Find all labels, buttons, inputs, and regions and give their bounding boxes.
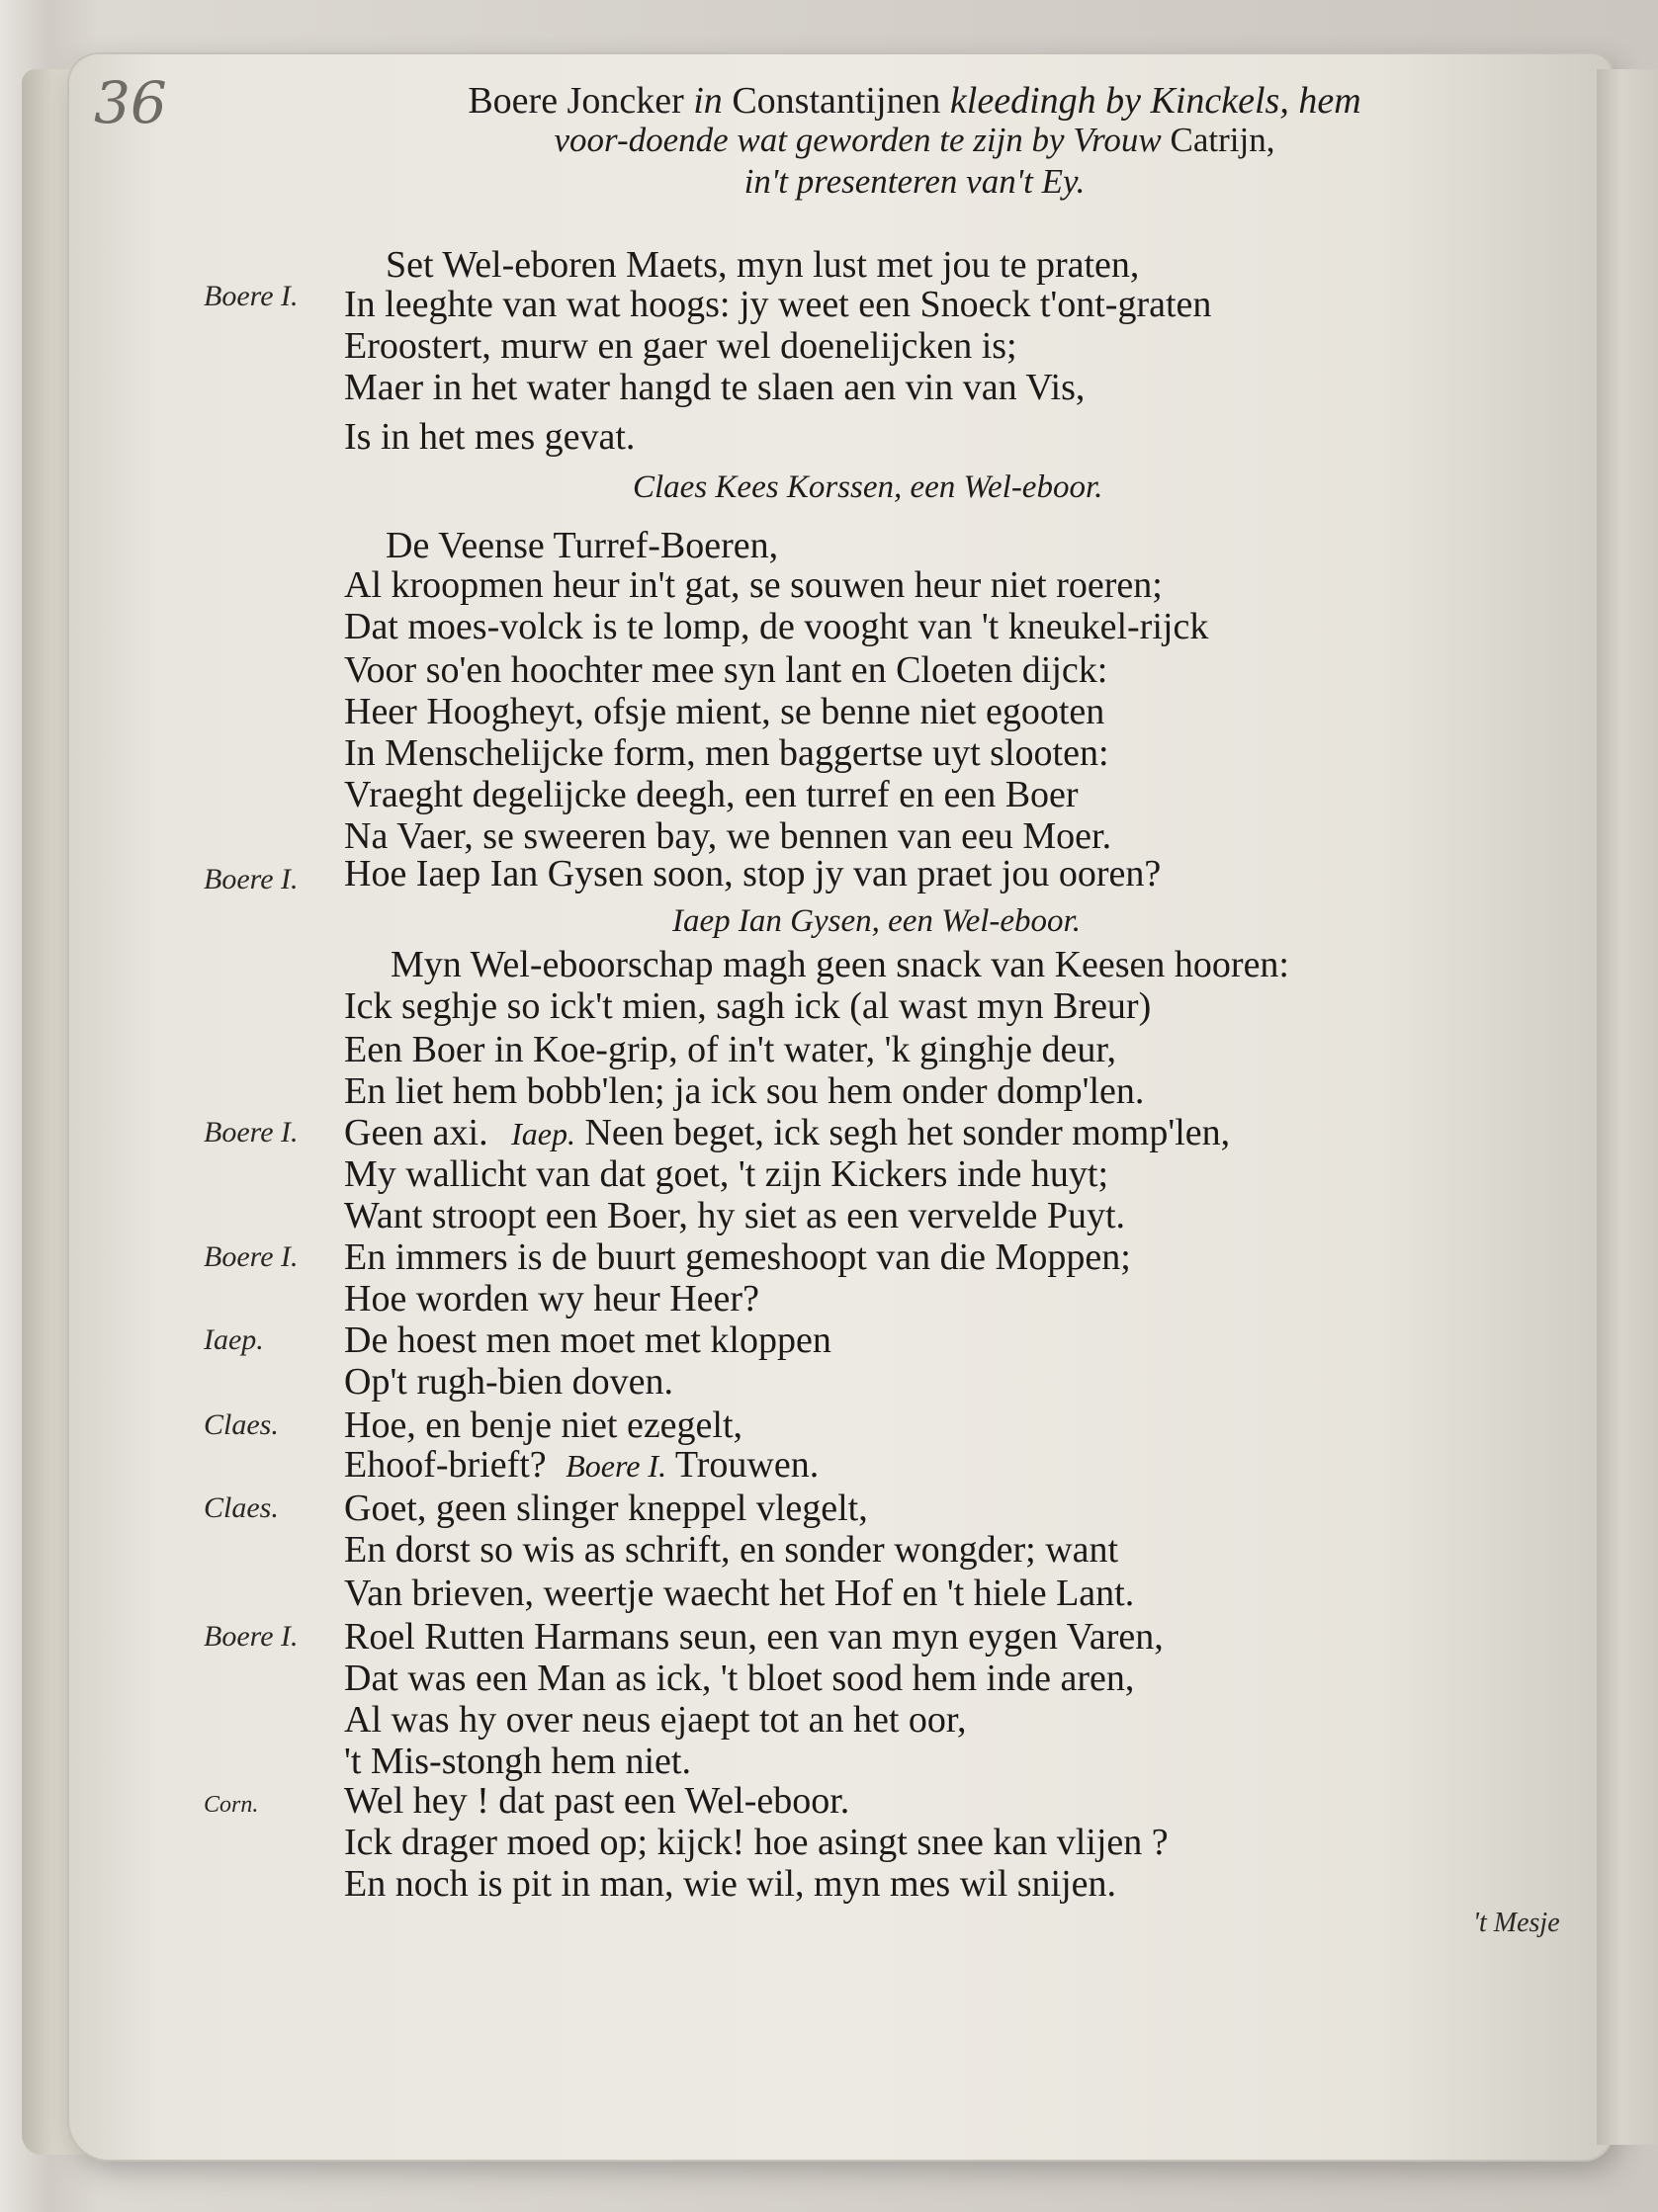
verse-line: Op't rugh-bien doven.	[344, 1361, 673, 1403]
speaker-label: Iaep.	[204, 1323, 264, 1356]
verse-line: Hoe Iaep Ian Gysen soon, stop jy van praet jou ooren?	[344, 853, 1162, 894]
heading-line-1: Boere Joncker in Constantijnen kleedingh by Kinckels, hem	[468, 80, 1361, 122]
verse-line: Roel Rutten Harmans seun, een van myn eygen Varen,	[344, 1616, 1164, 1658]
verse-line: In Menschelijcke form, men baggertse uyt slooten:	[344, 732, 1109, 774]
character-heading: Iaep Ian Gysen, een Wel-eboor.	[672, 903, 1081, 939]
verse-line: Want stroopt een Boer, hy siet as een vervelde Puyt.	[344, 1195, 1126, 1236]
speaker-label: Boere I.	[204, 280, 299, 312]
verse-line: Wel hey ! dat past een Wel-eboor.	[344, 1780, 850, 1822]
facing-page-edge	[1597, 69, 1658, 2145]
heading-line-2: voor-doende wat geworden te zijn by Vrouw Catrijn,	[554, 121, 1275, 159]
marginal-note: 't Mesje	[1473, 1908, 1560, 1938]
verse-line: En noch is pit in man, wie wil, myn mes wil snijen.	[344, 1863, 1117, 1905]
verse-line: Van brieven, weertje waecht het Hof en 't hiele Lant.	[344, 1573, 1135, 1614]
verse-line: Ick seghje so ick't mien, sagh ick (al wast myn Breur)	[344, 985, 1152, 1027]
verse-line: Goet, geen slinger kneppel vlegelt,	[344, 1488, 868, 1529]
verse-line: En dorst so wis as schrift, en sonder wongder; want	[344, 1529, 1119, 1571]
verse-line: Maer in het water hangd te slaen aen vin van Vis,	[344, 367, 1086, 408]
verse-line: Ick drager moed op; kijck! hoe asingt snee kan vlijen ?	[344, 1822, 1169, 1863]
verse-line: Voor so'en hoochter mee syn lant en Cloeten dijck:	[344, 649, 1108, 691]
speaker-label: Boere I.	[204, 1620, 299, 1653]
verse-line: Dat was een Man as ick, 't bloet sood hem inde aren,	[344, 1658, 1135, 1699]
verse-line: Hoe, en benje niet ezegelt,	[344, 1404, 743, 1446]
verse-line: Dat moes-volck is te lomp, de vooght van 't kneukel-rijck	[344, 606, 1209, 647]
verse-line: En immers is de buurt gemeshoopt van die Moppen;	[344, 1236, 1131, 1278]
verse-line: 't Mis-stongh hem niet.	[344, 1741, 691, 1782]
verse-line: My wallicht van dat goet, 't zijn Kickers inde huyt;	[344, 1153, 1109, 1195]
speaker-label: Boere I.	[204, 863, 299, 895]
speaker-label: Boere I.	[204, 1116, 299, 1149]
speaker-label: Claes.	[204, 1408, 279, 1441]
verse-line: In leeghte van wat hoogs: jy weet een Snoeck t'ont-graten	[344, 284, 1212, 325]
verse-line: Al kroopmen heur in't gat, se souwen heur niet roeren;	[344, 564, 1163, 606]
verse-line: En liet hem bobb'len; ja ick sou hem onder domp'len.	[344, 1070, 1145, 1112]
speaker-label: Claes.	[204, 1491, 279, 1524]
verse-line: Eroostert, murw en gaer wel doenelijcken is;	[344, 325, 1017, 367]
verse-line: Geen axi. Iaep. Neen beget, ick segh het sonder momp'len,	[344, 1112, 1231, 1153]
verse-line: Een Boer in Koe-grip, of in't water, 'k ginghje deur,	[344, 1029, 1116, 1070]
verse-line: Is in het mes gevat.	[344, 416, 636, 458]
verse-line: De hoest men moet met kloppen	[344, 1319, 831, 1361]
character-heading: Claes Kees Korssen, een Wel-eboor.	[633, 469, 1103, 505]
verse-line: De Veense Turref-Boeren,	[386, 525, 779, 566]
verse-line: Al was hy over neus ejaept tot an het oor,	[344, 1699, 967, 1741]
speaker-label: Boere I.	[204, 1240, 299, 1273]
verse-line: Vraeght degelijcke deegh, een turref en een Boer	[344, 774, 1079, 815]
page-number: 36	[94, 69, 167, 136]
heading-line-3: in't presenteren van't Ey.	[743, 162, 1086, 201]
verse-line: Hoe worden wy heur Heer?	[344, 1278, 759, 1319]
speaker-label: Corn.	[204, 1792, 259, 1818]
verse-line: Set Wel-eboren Maets, myn lust met jou te praten,	[386, 244, 1140, 286]
verse-line: Myn Wel-eboorschap magh geen snack van Keesen hooren:	[391, 944, 1289, 985]
verse-line: Ehoof-brieft? Boere I. Trouwen.	[344, 1444, 820, 1486]
verse-line: Na Vaer, se sweeren bay, we bennen van eeu Moer.	[344, 815, 1112, 857]
verse-line: Heer Hoogheyt, ofsje mient, se benne niet egooten	[344, 691, 1105, 732]
